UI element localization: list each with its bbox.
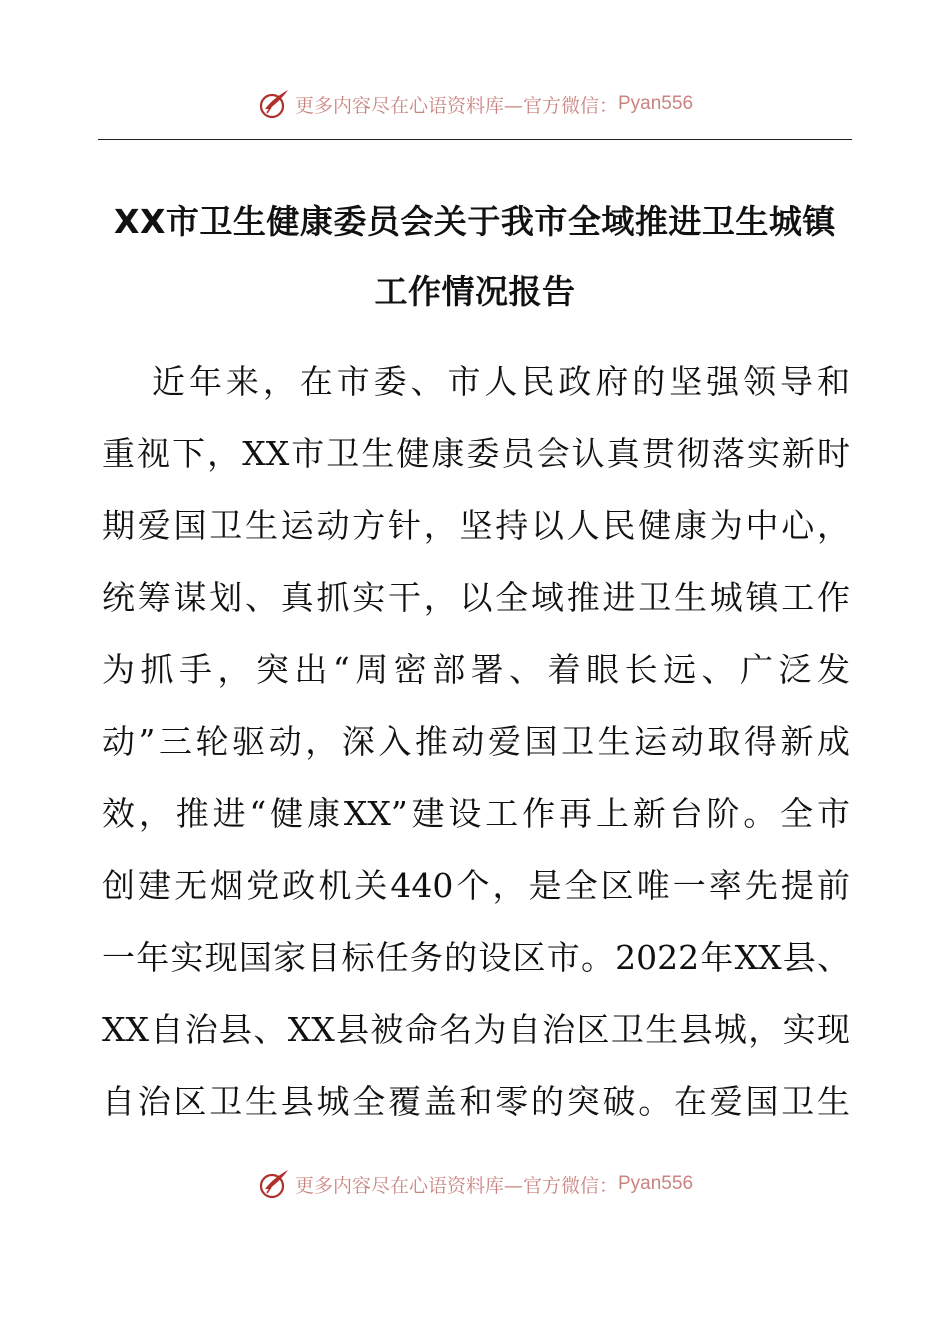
banner-text: 更多内容尽在心语资料库—官方微信： bbox=[294, 94, 618, 117]
body-line: 一年实现国家目标任务的设区市。2022年XX县、 bbox=[102, 938, 850, 977]
header-banner bbox=[0, 84, 950, 124]
body-line: 近年来，在市委、市人民政府的坚强领导和 bbox=[152, 362, 850, 401]
banner-wechat-handle: Pyan556 bbox=[618, 1173, 694, 1194]
body-line: XX自治县、XX县被命名为自治区卫生县城，实现 bbox=[102, 1010, 850, 1049]
body-line: 效，推进“健康XX”建设工作再上新台阶。全市 bbox=[102, 794, 850, 833]
header-divider bbox=[98, 139, 852, 140]
body-line: 为抓手，突出“周密部署、着眼长远、广泛发 bbox=[102, 650, 850, 689]
body-line: 动”三轮驱动，深入推动爱国卫生运动取得新成 bbox=[102, 722, 850, 761]
document-title-line-2: 工作情况报告 bbox=[374, 272, 576, 311]
quill-pen-logo-icon bbox=[257, 87, 291, 121]
banner-text: 更多内容尽在心语资料库—官方微信： bbox=[294, 1174, 618, 1197]
body-line: 自治区卫生县城全覆盖和零的突破。在爱国卫生 bbox=[102, 1082, 850, 1121]
body-line: 统筹谋划、真抓实干，以全域推进卫生城镇工作 bbox=[102, 578, 850, 617]
document-title-line-1: XX市卫生健康委员会关于我市全域推进卫生城镇 bbox=[114, 202, 836, 241]
footer-banner bbox=[0, 1164, 950, 1204]
body-line: 重视下，XX市卫生健康委员会认真贯彻落实新时 bbox=[102, 434, 850, 473]
quill-pen-logo-icon bbox=[257, 1167, 291, 1201]
banner-wechat-handle: Pyan556 bbox=[618, 93, 694, 114]
body-line: 期爱国卫生运动方针，坚持以人民健康为中心， bbox=[102, 506, 850, 545]
body-line: 创建无烟党政机关440个，是全区唯一率先提前 bbox=[102, 866, 850, 905]
